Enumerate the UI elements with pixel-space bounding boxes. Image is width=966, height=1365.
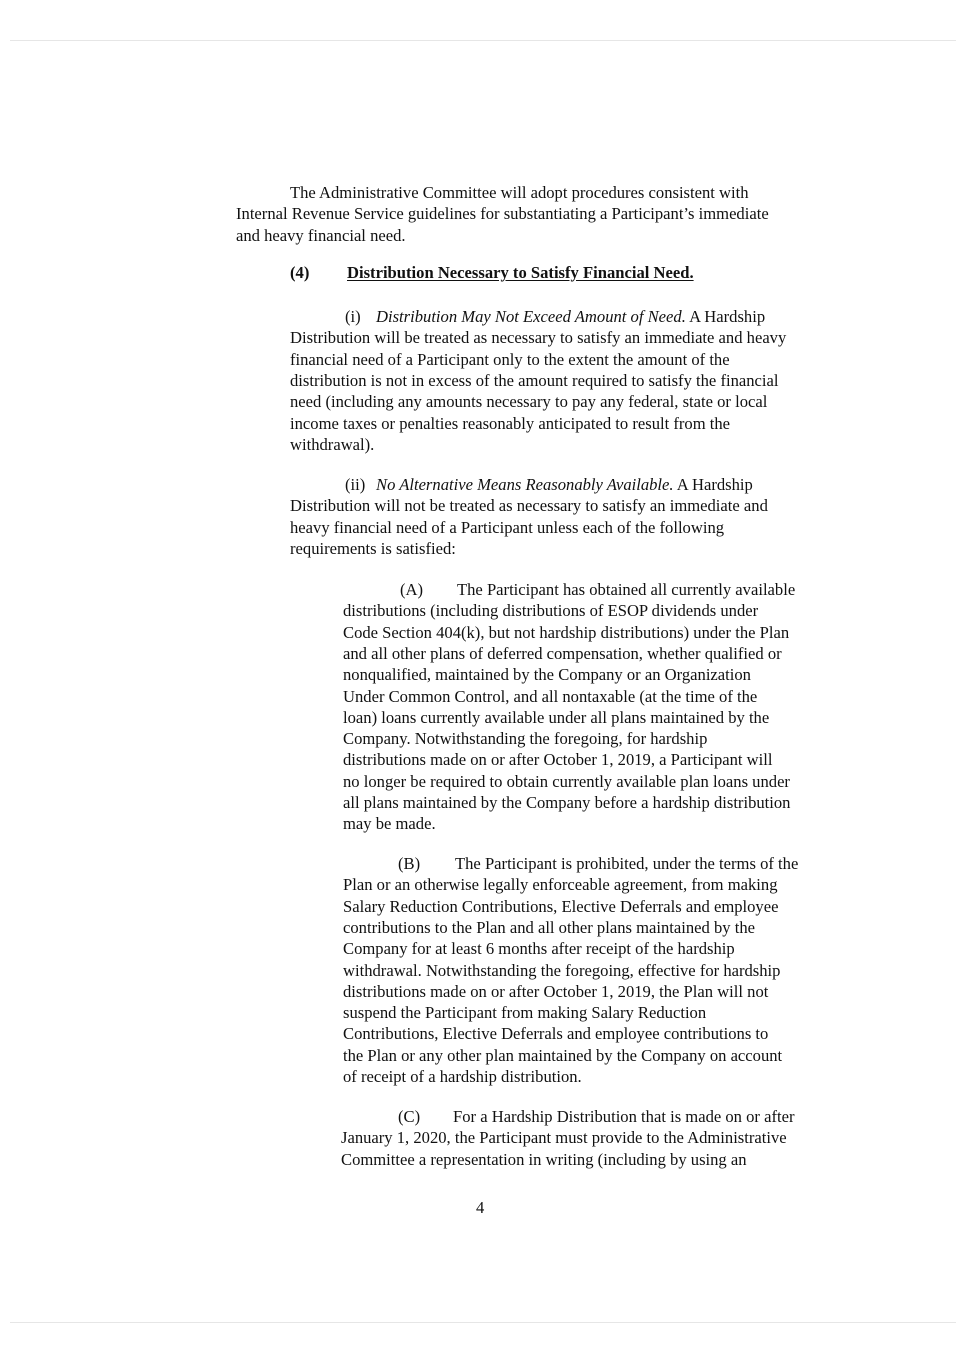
- text-line: all plans maintained by the Company before a hardship distribution: [343, 793, 791, 812]
- scan-edge-top: [10, 40, 956, 41]
- text-line: Distribution will not be treated as necessary to satisfy an immediate and: [290, 496, 768, 516]
- scan-edge-bottom: [10, 1322, 956, 1323]
- line-text: The Participant has obtained all currently available: [457, 580, 796, 599]
- line-text: The Participant is prohibited, under the terms of the: [455, 854, 799, 873]
- text-line: need (including any amounts necessary to pay any federal, state or local: [290, 392, 768, 412]
- text-line: Distribution will be treated as necessary to satisfy an immediate and heavy: [290, 328, 787, 348]
- text-line: loan) loans currently available under all plans maintained by the: [343, 707, 770, 727]
- text-line: the Plan or any other plan maintained by the Company on account: [343, 1045, 783, 1065]
- first-line: [345, 475, 753, 495]
- item-label: (B): [398, 854, 421, 873]
- item-label: (A): [400, 580, 424, 599]
- text-line: may be made.: [343, 814, 436, 834]
- text-line: Salary Reduction Contributions, Elective Deferrals and employee: [343, 896, 779, 916]
- first-line: [400, 580, 795, 600]
- page-number: 4: [476, 1198, 485, 1217]
- text-line: Under Common Control, and all nontaxable (at the time of the: [343, 686, 758, 706]
- section-4-heading: [347, 263, 694, 283]
- text-line: nonqualified, maintained by the Company or an Organization: [343, 665, 751, 685]
- text-line: distributions made on or after October 1, 2019, a Participant will: [343, 750, 773, 770]
- text-line: income taxes or penalties reasonably anticipated to result from the: [290, 413, 731, 433]
- text-line: suspend the Participant from making Salary Reduction: [343, 1003, 707, 1023]
- item-label: (C): [398, 1107, 421, 1126]
- text-line: Internal Revenue Service guidelines for substantiating a Participant’s immediate: [236, 204, 769, 224]
- text-line: withdrawal).: [290, 434, 375, 454]
- text-line: Company for at least 6 months after receipt of the hardship: [343, 939, 735, 959]
- text-line: withdrawal. Notwithstanding the foregoing, effective for hardship: [343, 960, 781, 980]
- first-line: [345, 307, 765, 327]
- section-4-title: Distribution Necessary to Satisfy Financial Need.: [347, 263, 694, 282]
- line-text: A Hardship: [685, 307, 766, 326]
- first-line: [398, 1107, 795, 1127]
- section-4-number: (4): [290, 263, 310, 282]
- text-line: Code Section 404(k), but not hardship distributions) under the Plan: [343, 622, 790, 642]
- text-line: Plan or an otherwise legally enforceable agreement, from making: [343, 875, 778, 895]
- item-title: No Alternative Means Reasonably Available.: [376, 475, 674, 494]
- text-line: contributions to the Plan and all other plans maintained by the: [343, 917, 755, 937]
- text-line: Company. Notwithstanding the foregoing, for hardship: [343, 729, 708, 749]
- text-line: heavy financial need of a Participant unless each of the following: [290, 517, 725, 537]
- text-line: The Administrative Committee will adopt procedures consistent with: [290, 183, 749, 202]
- item-label: (ii): [345, 475, 366, 494]
- text-line: and heavy financial need.: [236, 225, 406, 245]
- text-line: of receipt of a hardship distribution.: [343, 1067, 582, 1086]
- item-title: Distribution May Not Exceed Amount of Need.: [376, 307, 686, 326]
- text-line: and all other plans of deferred compensation, whether qualified or: [343, 643, 782, 663]
- text-line: financial need of a Participant only to the extent the amount of the: [290, 349, 730, 369]
- line-text: A Hardship: [673, 475, 753, 494]
- text-line: Contributions, Elective Deferrals and employee contributions to: [343, 1024, 769, 1044]
- text-line: distributions made on or after October 1, 2019, the Plan will not: [343, 981, 769, 1001]
- text-line: requirements is satisfied:: [290, 538, 456, 558]
- text-line: distributions (including distributions of ESOP dividends under: [343, 601, 759, 621]
- line-text: For a Hardship Distribution that is made on or after: [453, 1107, 795, 1126]
- text-line: no longer be required to obtain currently available plan loans under: [343, 771, 790, 791]
- text-line: distribution is not in excess of the amount required to satisfy the financial: [290, 370, 779, 390]
- first-line: [398, 854, 798, 874]
- text-line: January 1, 2020, the Participant must provide to the Administrative: [341, 1128, 787, 1148]
- text-line: Committee a representation in writing (including by using an: [341, 1149, 747, 1169]
- item-label: (i): [345, 307, 361, 326]
